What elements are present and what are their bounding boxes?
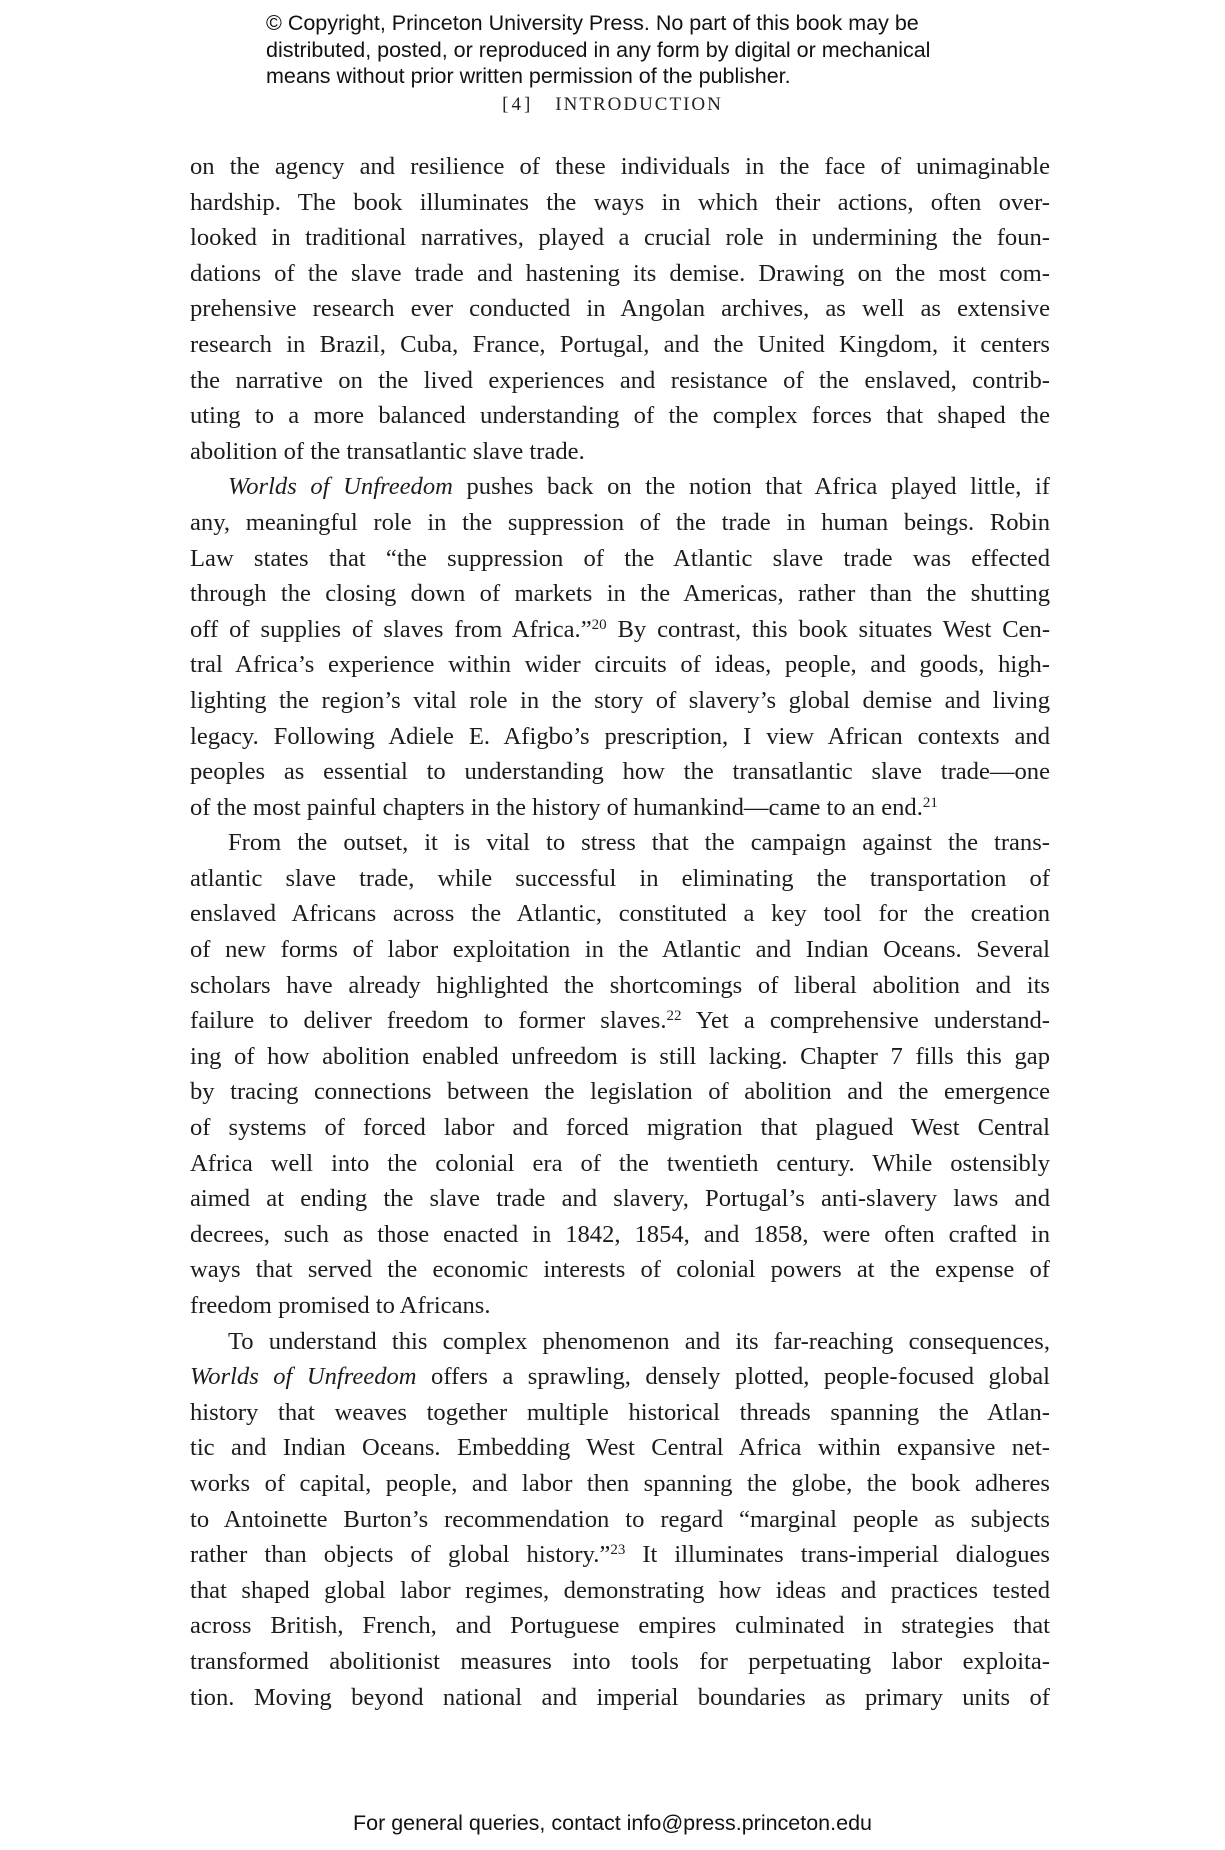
text-line: ways that served the economic interests of colonial powers at the expense of bbox=[190, 1256, 1050, 1284]
copyright-line: means without prior written permission of the publisher. bbox=[266, 64, 791, 88]
running-head bbox=[0, 94, 1225, 116]
text-line: tic and Indian Oceans. Embedding West Central Africa within expansive net- bbox=[190, 1434, 1050, 1462]
text-line: ing of how abolition enabled unfreedom is still lacking. Chapter 7 fills this gap bbox=[190, 1042, 1050, 1070]
text-line: by tracing connections between the legislation of abolition and the emergence bbox=[190, 1078, 1050, 1106]
text-line: prehensive research ever conducted in Angolan archives, as well as extensive bbox=[190, 295, 1050, 323]
text-line: peoples as essential to understanding how the transatlantic slave trade—one bbox=[190, 758, 1050, 786]
text-line: transformed abolitionist measures into tools for perpetuating labor exploita- bbox=[190, 1647, 1050, 1675]
text-line: looked in traditional narratives, played a crucial role in undermining the foun- bbox=[190, 224, 1050, 252]
text-line: any, meaningful role in the suppression of the trade in human beings. Robin bbox=[190, 508, 1050, 536]
footer-contact: For general queries, contact info@press.princeton.edu bbox=[352, 1811, 872, 1835]
text-line: Worlds of Unfreedom pushes back on the notion that Africa played little, if bbox=[228, 473, 1050, 501]
text-line: of the most painful chapters in the history of humankind—came to an end.$^{21}$ bbox=[190, 793, 938, 821]
copyright-line: distributed, posted, or reproduced in any form by digital or mechanical bbox=[266, 37, 931, 62]
text-line: Worlds of Unfreedom offers a sprawling, densely plotted, people-focused global bbox=[190, 1363, 1050, 1391]
text-line: atlantic slave trade, while successful in eliminating the transportation of bbox=[190, 864, 1050, 892]
text-line: to Antoinette Burton’s recommendation to regard “marginal people as subjects bbox=[190, 1505, 1050, 1533]
text-line: research in Brazil, Cuba, France, Portugal, and the United Kingdom, it centers bbox=[190, 330, 1050, 358]
text-line: aimed at ending the slave trade and slavery, Portugal’s anti-slavery laws and bbox=[190, 1185, 1050, 1213]
text-line: Law states that “the suppression of the Atlantic slave trade was effected bbox=[190, 544, 1050, 572]
text-line: dations of the slave trade and hastening its demise. Drawing on the most com- bbox=[190, 259, 1050, 287]
text-line: through the closing down of markets in the Americas, rather than the shutting bbox=[190, 580, 1050, 608]
text-line: decrees, such as those enacted in 1842, 1854, and 1858, were often crafted in bbox=[190, 1220, 1050, 1248]
page-number: [4] bbox=[502, 94, 534, 115]
text-line: that shaped global labor regimes, demonstrating how ideas and practices tested bbox=[190, 1576, 1050, 1604]
text-line: tral Africa’s experience within wider circuits of ideas, people, and goods, high- bbox=[190, 651, 1050, 679]
footnote-ref[interactable]: 23 bbox=[610, 1541, 626, 1558]
text-line: To understand this complex phenomenon and its far-reaching consequences, bbox=[228, 1327, 1050, 1355]
text-line: hardship. The book illuminates the ways in which their actions, often over- bbox=[190, 188, 1050, 216]
text-line: history that weaves together multiple historical threads spanning the Atlan- bbox=[190, 1398, 1050, 1426]
section-title: INTRODUCTION bbox=[555, 94, 723, 115]
text-line: rather than objects of global history.”$^{23}$ It illuminates trans-imperial dialogues bbox=[190, 1541, 1050, 1569]
book-title: Worlds of Unfreedom bbox=[228, 473, 453, 501]
text-line: From the outset, it is vital to stress that the campaign against the trans- bbox=[228, 829, 1050, 857]
text-line: on the agency and resilience of these individuals in the face of unimaginable bbox=[190, 153, 1050, 180]
text-line: abolition of the transatlantic slave trade. bbox=[190, 437, 585, 465]
text-line: Africa well into the colonial era of the twentieth century. While ostensibly bbox=[190, 1149, 1050, 1177]
text-line: of new forms of labor exploitation in the Atlantic and Indian Oceans. Several bbox=[190, 936, 1050, 964]
text-line: legacy. Following Adiele E. Afigbo’s prescription, I view African contexts and bbox=[190, 722, 1050, 750]
text-line: enslaved Africans across the Atlantic, constituted a key tool for the creation bbox=[190, 900, 1050, 928]
text-line: across British, French, and Portuguese empires culminated in strategies that bbox=[190, 1612, 1050, 1640]
text-line: off of supplies of slaves from Africa.”$^{20}$ By contrast, this book situates West Cen- bbox=[190, 615, 1051, 643]
text-line: freedom promised to Africans. bbox=[190, 1292, 491, 1319]
copyright-notice bbox=[266, 10, 986, 90]
footnote-ref[interactable]: 20 bbox=[591, 616, 607, 633]
text-line: of systems of forced labor and forced migration that plagued West Central bbox=[190, 1114, 1050, 1142]
footnote-ref[interactable]: 21 bbox=[922, 794, 938, 811]
book-title: Worlds of Unfreedom bbox=[190, 1363, 417, 1391]
copyright-line: © Copyright, Princeton University Press. No part of this book may be bbox=[266, 11, 919, 35]
text-line: the narrative on the lived experiences and resistance of the enslaved, contrib- bbox=[190, 366, 1050, 394]
text-line: failure to deliver freedom to former slaves.$^{22}$ Yet a comprehensive understand- bbox=[190, 1007, 1050, 1035]
text-line: scholars have already highlighted the shortcomings of liberal abolition and its bbox=[190, 971, 1050, 999]
text-line: tion. Moving beyond national and imperial boundaries as primary units of bbox=[190, 1683, 1050, 1711]
body-text bbox=[190, 149, 1050, 1715]
text-line: uting to a more balanced understanding of the complex forces that shaped the bbox=[190, 402, 1050, 430]
footnote-ref[interactable]: 22 bbox=[666, 1008, 682, 1024]
text-line: lighting the region’s vital role in the story of slavery’s global demise and living bbox=[190, 686, 1050, 714]
text-line: works of capital, people, and labor then spanning the globe, the book adheres bbox=[190, 1469, 1050, 1497]
